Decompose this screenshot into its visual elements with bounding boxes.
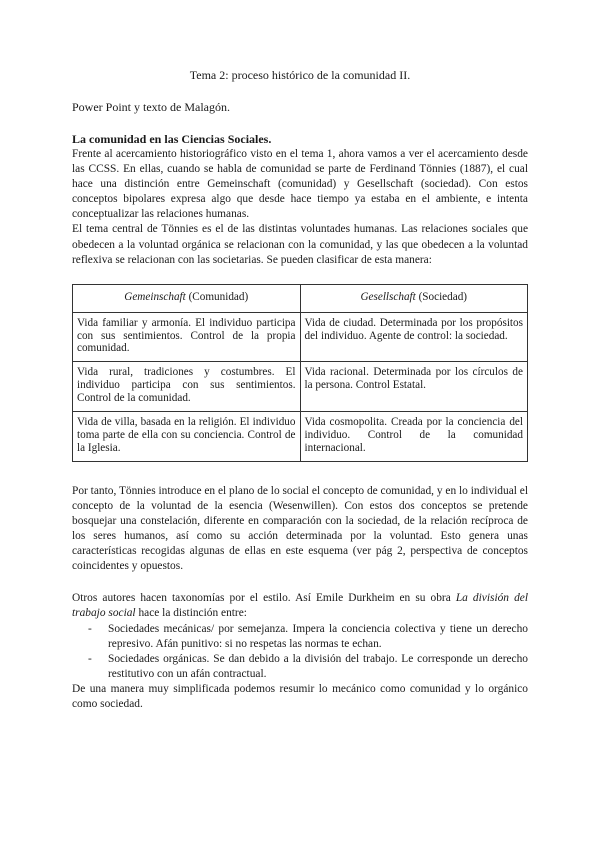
table-row bbox=[73, 362, 528, 412]
table-cell-sociedad: Vida racional. Determinada por los círculos de la persona. Control Estatal. bbox=[300, 362, 528, 412]
paragraph-5: De una manera muy simplificada podemos resumir lo mecánico como comunidad y lo orgánico como sociedad. bbox=[72, 682, 528, 711]
paragraph-2: El tema central de Tönnies es el de las distintas voluntades humanas. Las relaciones sociales que obedecen a la voluntad orgánica se relacionan con la comunidad, y las que obedecen a la voluntad reflexiva se relacionan con las societarias. Se pueden clasificar de esta manera: bbox=[72, 223, 528, 266]
table-row bbox=[73, 312, 528, 362]
dash-bullet: - bbox=[88, 622, 92, 635]
list-item bbox=[72, 622, 528, 652]
list-item-text: Sociedades orgánicas. Se dan debido a la división del trabajo. Le corresponde un derecho restitutivo con un afán contractual. bbox=[108, 652, 528, 680]
list-item-text: Sociedades mecánicas/ por semejanza. Impera la conciencia colectiva y tiene un derecho represivo. Afán punitivo: si no respetas las normas te echan. bbox=[108, 622, 528, 650]
society-types-list bbox=[72, 622, 528, 682]
paragraph-3: Por tanto, Tönnies introduce en el plano de lo social el concepto de comunidad, y en lo individual el concepto de la voluntad de la esencia (Wesenwillen). Con estos dos conceptos se pretende bosquejar una constelación, diferente en comparación con la sociedad, de la relación recíproca de los seres humanos, así como su acción determinada por la voluntad. Esto genera unas características recogidas algunas de ellas en este esquema (ver pág 2, perspectiva de conceptos coincidentes y opuestos. bbox=[72, 484, 528, 573]
table-cell-sociedad: Vida de ciudad. Determinada por los propósitos del individuo. Agente de control: la sociedad. bbox=[300, 312, 528, 362]
document-subtitle: Power Point y texto de Malagón. bbox=[72, 100, 230, 114]
table-cell-comunidad: Vida de villa, basada en la religión. El individuo toma parte de ella con su conciencia. Control de la Iglesia. bbox=[73, 412, 301, 462]
gemeinschaft-term: Gemeinschaft bbox=[124, 290, 186, 303]
table-header-gesellschaft bbox=[300, 284, 528, 312]
document-page bbox=[72, 68, 528, 712]
list-item bbox=[72, 652, 528, 682]
paragraph-4 bbox=[72, 591, 528, 621]
table-cell-comunidad: Vida rural, tradiciones y costumbres. El individuo participa con sus sentimientos. Control de la comunidad. bbox=[73, 362, 301, 412]
gesellschaft-term: Gesellschaft bbox=[360, 290, 416, 303]
gesellschaft-label: (Sociedad) bbox=[415, 290, 468, 303]
book-title: La división del trabajo social bbox=[72, 592, 528, 620]
section-heading: La comunidad en las Ciencias Sociales. bbox=[72, 132, 272, 146]
document-title: Tema 2: proceso histórico de la comunidad II. bbox=[189, 68, 411, 82]
table-header-gemeinschaft bbox=[73, 284, 301, 312]
table-cell-sociedad: Vida cosmopolita. Creada por la conciencia del individuo. Control de la comunidad internacional. bbox=[300, 412, 528, 462]
dash-bullet: - bbox=[88, 652, 92, 665]
gemeinschaft-label: (Comunidad) bbox=[185, 290, 249, 303]
paragraph-4-tail: hace la distinción entre: bbox=[135, 607, 247, 620]
paragraph-4-lead: Otros autores hacen taxonomías por el estilo. Así Emile Durkheim en su obra bbox=[72, 592, 456, 605]
paragraph-1: Frente al acercamiento historiográfico visto en el tema 1, ahora vamos a ver el acercamiento desde las CCSS. En ellas, cuando se habla de comunidad se parte de Ferdinand Tönnies (1887), el cual hace una distinción entre Gemeinschaft (comunidad) y Gesellschaft (sociedad). Con estos conceptos bipolares expresa algo que desde hace tiempo ya estaba en el ambiente, e intenta conceptualizar las relaciones humanas. bbox=[72, 148, 528, 221]
table-row bbox=[73, 412, 528, 462]
table-header-row bbox=[73, 284, 528, 312]
comparison-table bbox=[72, 284, 528, 462]
table-cell-comunidad: Vida familiar y armonía. El individuo participa con sus sentimientos. Control de la propia comunidad. bbox=[73, 312, 301, 362]
